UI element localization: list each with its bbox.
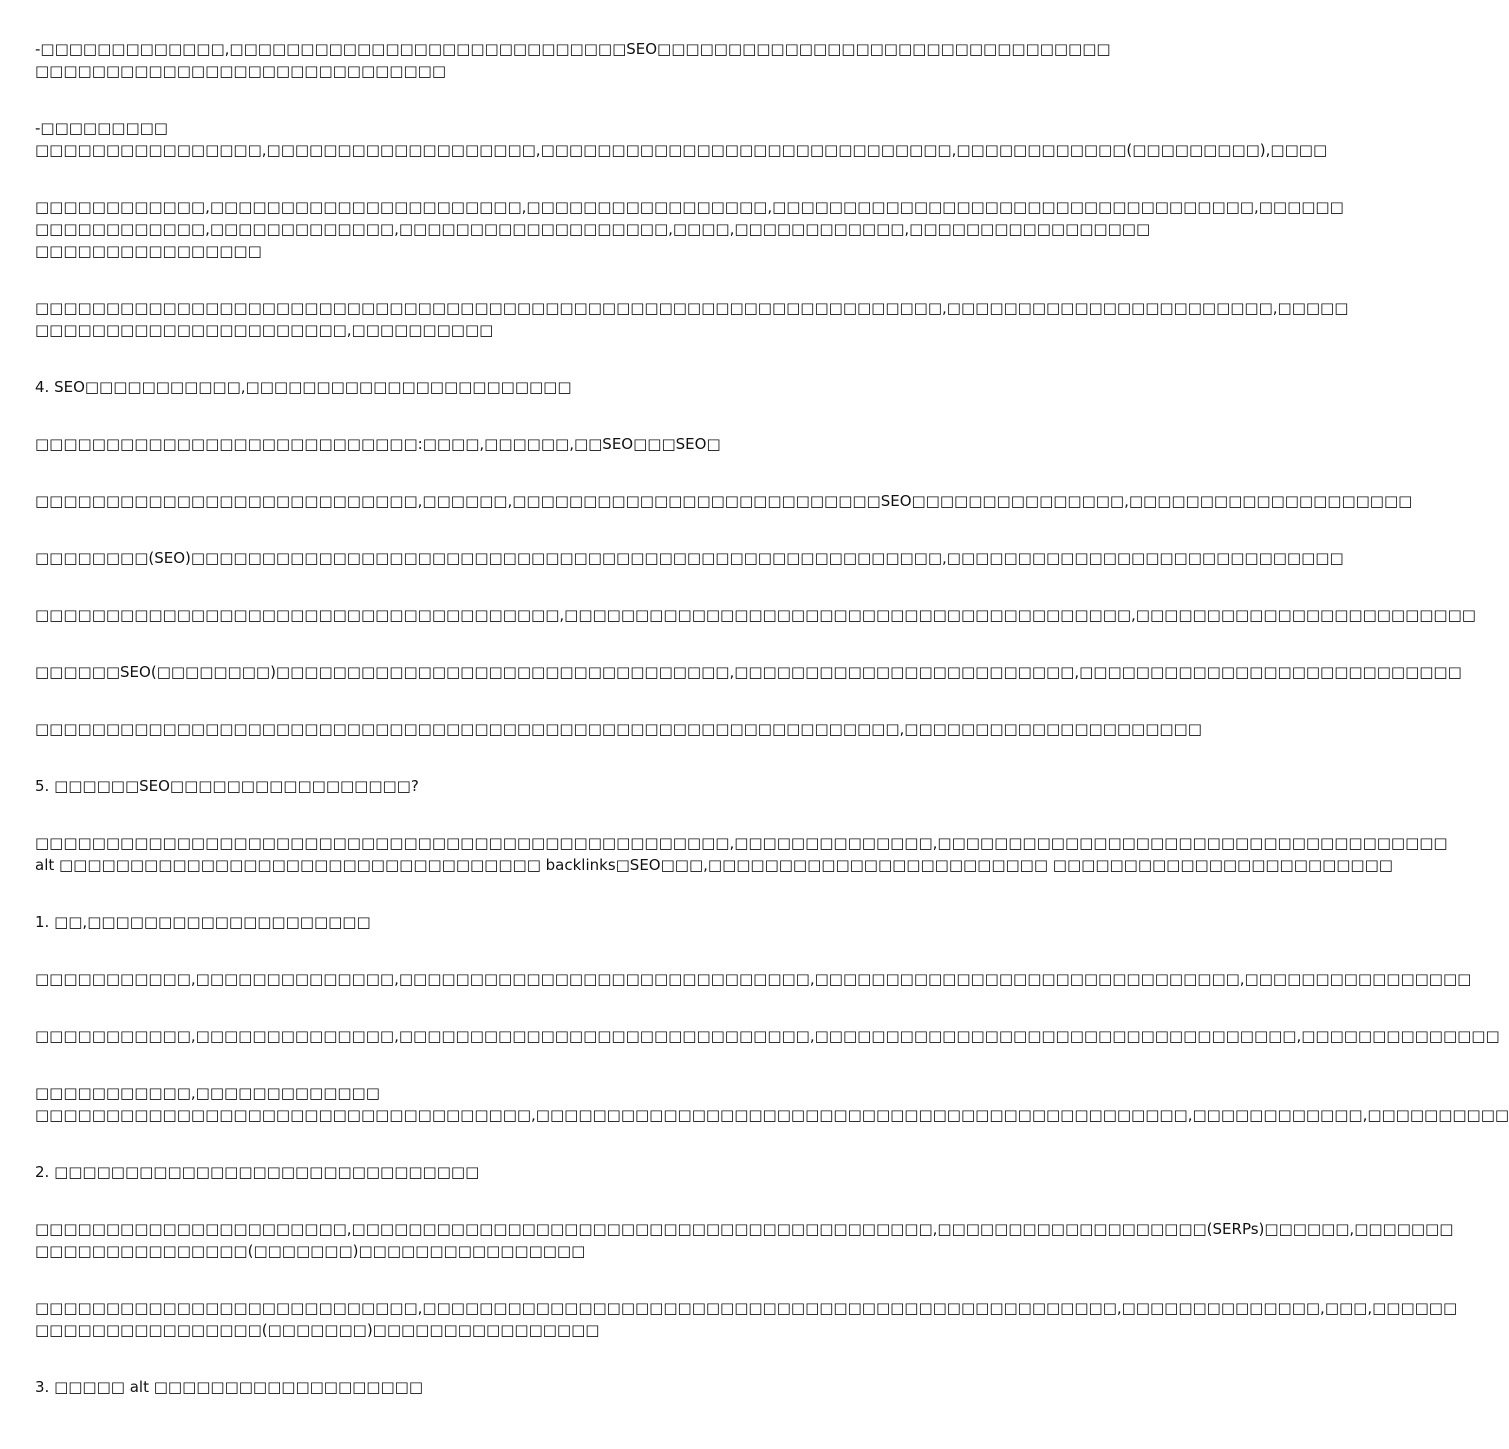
paragraph-11 <box>35 832 1448 876</box>
text-line: □□□□□□□□□□□□□□□(□□□□□□□)□□□□□□□□□□□□□□□□ <box>35 1242 586 1260</box>
text-line: □□□□□□□□□□□□□□□□□□□□□□□□□□□□□□□□□□□□□,□□□□□□□□□□□□□□□□□□□□□□□□□□□□□□□□□□□□□□□□,□□□□□□□□□□□□□□□□□□□□□□□□ <box>35 606 1476 624</box>
paragraph-9 <box>35 661 1462 683</box>
paragraph-15 <box>35 1218 1454 1262</box>
paragraph-1 <box>35 38 1111 82</box>
text-line: □□□□□□□□□□□□□□□□(□□□□□□□)□□□□□□□□□□□□□□□□ <box>35 1321 600 1339</box>
text-line: □□□□□□□□□□□□□□□□□□□□□□□□□□□□□□□□□□□,□□□□□□□□□□□□□□□□□□□□□□□□□□□□□□□□□□□□□□□□□□□□□□,□□□□□□□□□□□□,□□□□□□□□□□ <box>35 1106 1509 1124</box>
text-line: □□□□□□□□□□□□□□□□□□□□□□,□□□□□□□□□□□□□□□□□□□□□□□□□□□□□□□□□□□□□□□□□,□□□□□□□□□□□□□□□□□□□(SERPs)□□□□□□,□□□□□□□ <box>35 1220 1454 1238</box>
document-page <box>35 38 1509 1433</box>
text-line: □□□□□□□□□□□□,□□□□□□□□□□□□□,□□□□□□□□□□□□□□□□□□□,□□□□,□□□□□□□□□□□□,□□□□□□□□□□□□□□□□□ <box>35 220 1151 238</box>
text-line: □□□□□□□□□□□□□□□□□□□□□□□□□□□□□□□□□□□□□□□□□□□□□□□□□□□□□□□□□□□□□,□□□□□□□□□□□□□□□□□□□□□ <box>35 720 1202 738</box>
text-line: alt □□□□□□□□□□□□□□□□□□□□□□□□□□□□□□□□□□ backlinks□SEO□□□,□□□□□□□□□□□□□□□□□□□□□□□□ □□□□□□□□□□□□□□□□□□□□□□□□ <box>35 856 1393 874</box>
text-line: □□□□□□□□□□□,□□□□□□□□□□□□□□,□□□□□□□□□□□□□□□□□□□□□□□□□□□□□,□□□□□□□□□□□□□□□□□□□□□□□□□□□□□□□□□□,□□□□□□□□□□□□□□ <box>35 1027 1500 1045</box>
text-line: □□□□□□□□□□□□,□□□□□□□□□□□□□□□□□□□□□□,□□□□□□□□□□□□□□□□□,□□□□□□□□□□□□□□□□□□□□□□□□□□□□□□□□□□,□□□□□□ <box>35 198 1344 216</box>
text-line: □□□□□□□□□□□□□□□□□□□□□□□□□□□,□□□□□□□□□□□□□□□□□□□□□□□□□□□□□□□□□□□□□□□□□□□□□□□□□,□□□□□□□□□□□□□□,□□□,□□□□□□ <box>35 1299 1458 1317</box>
paragraph-6 <box>35 490 1413 512</box>
paragraph-4 <box>35 297 1349 341</box>
paragraph-14 <box>35 1082 1509 1126</box>
paragraph-7 <box>35 547 1344 569</box>
text-line: □□□□□□□□□□□□□□□□□□□□□□□□□□□□□□□□□□□□□□□□□□□□□□□□□,□□□□□□□□□□□□□□,□□□□□□□□□□□□□□□□□□□□□□□□□□□□□□□□□□□□ <box>35 834 1448 852</box>
subsection-heading-3: 3. □□□□□ alt □□□□□□□□□□□□□□□□□□□ <box>35 1378 423 1396</box>
text-line: □□□□□□□□□□□□□□□□,□□□□□□□□□□□□□□□□□□□,□□□□□□□□□□□□□□□□□□□□□□□□□□□□□,□□□□□□□□□□□□(□□□□□□□□□),□□□□ <box>35 141 1328 159</box>
paragraph-12 <box>35 968 1472 990</box>
paragraph-8 <box>35 604 1476 626</box>
paragraph-5 <box>35 433 990 455</box>
paragraph-13 <box>35 1025 1500 1047</box>
text-line: -□□□□□□□□□□□□□,□□□□□□□□□□□□□□□□□□□□□□□□□□□□SEO□□□□□□□□□□□□□□□□□□□□□□□□□□□□□□□□ <box>35 40 1111 58</box>
paragraph-10 <box>35 718 1202 740</box>
section-heading-5: 5. □□□□□□SEO□□□□□□□□□□□□□□□□□? <box>35 777 419 795</box>
text-line: -□□□□□□□□□ <box>35 119 168 137</box>
subsection-heading-1: 1. □□,□□□□□□□□□□□□□□□□□□□□ <box>35 913 371 931</box>
paragraph-3 <box>35 196 1344 262</box>
text-line: □□□□□□□□□□□□□□□□□□□□□□□□□□□□□ <box>35 62 446 80</box>
text-line: □□□□□□□□□□□,□□□□□□□□□□□□□ <box>35 1084 380 1102</box>
text-line: □□□□□□□□□□□□□□□□□□□□□□,□□□□□□□□□□ <box>35 321 494 339</box>
subsection-heading-2: 2. □□□□□□□□□□□□□□□□□□□□□□□□□□□□□□ <box>35 1163 480 1181</box>
paragraph-16 <box>35 1297 1458 1341</box>
section-heading-4: 4. SEO□□□□□□□□□□□,□□□□□□□□□□□□□□□□□□□□□□□ <box>35 378 572 396</box>
text-line: □□□□□□SEO(□□□□□□□□)□□□□□□□□□□□□□□□□□□□□□□□□□□□□□□□□,□□□□□□□□□□□□□□□□□□□□□□□□,□□□□□□□□□□□□□□□□□□□□□□□□□□□ <box>35 663 1462 681</box>
text-line: □□□□□□□□□□□,□□□□□□□□□□□□□□,□□□□□□□□□□□□□□□□□□□□□□□□□□□□□,□□□□□□□□□□□□□□□□□□□□□□□□□□□□□□,□□□□□□□□□□□□□□□□ <box>35 970 1472 988</box>
text-line: □□□□□□□□□□□□□□□□□□□□□□□□□□□□□□□□□□□□□□□□□□□□□□□□□□□□□□□□□□□□□□□□,□□□□□□□□□□□□□□□□□□□□□□□,□□□□□ <box>35 299 1349 317</box>
paragraph-2 <box>35 117 1328 161</box>
text-line: □□□□□□□□□□□□□□□□□□□□□□□□□□□:□□□□,□□□□□□,□□SEO□□□SEO□ <box>35 435 721 453</box>
text-line: □□□□□□□□(SEO)□□□□□□□□□□□□□□□□□□□□□□□□□□□□□□□□□□□□□□□□□□□□□□□□□□□□□,□□□□□□□□□□□□□□□□□□□□□□□□□□□□ <box>35 549 1344 567</box>
text-line: □□□□□□□□□□□□□□□□ <box>35 242 262 260</box>
text-line: □□□□□□□□□□□□□□□□□□□□□□□□□□□,□□□□□□,□□□□□□□□□□□□□□□□□□□□□□□□□□SEO□□□□□□□□□□□□□□□,□□□□□□□□□□□□□□□□□□□□ <box>35 492 1413 510</box>
